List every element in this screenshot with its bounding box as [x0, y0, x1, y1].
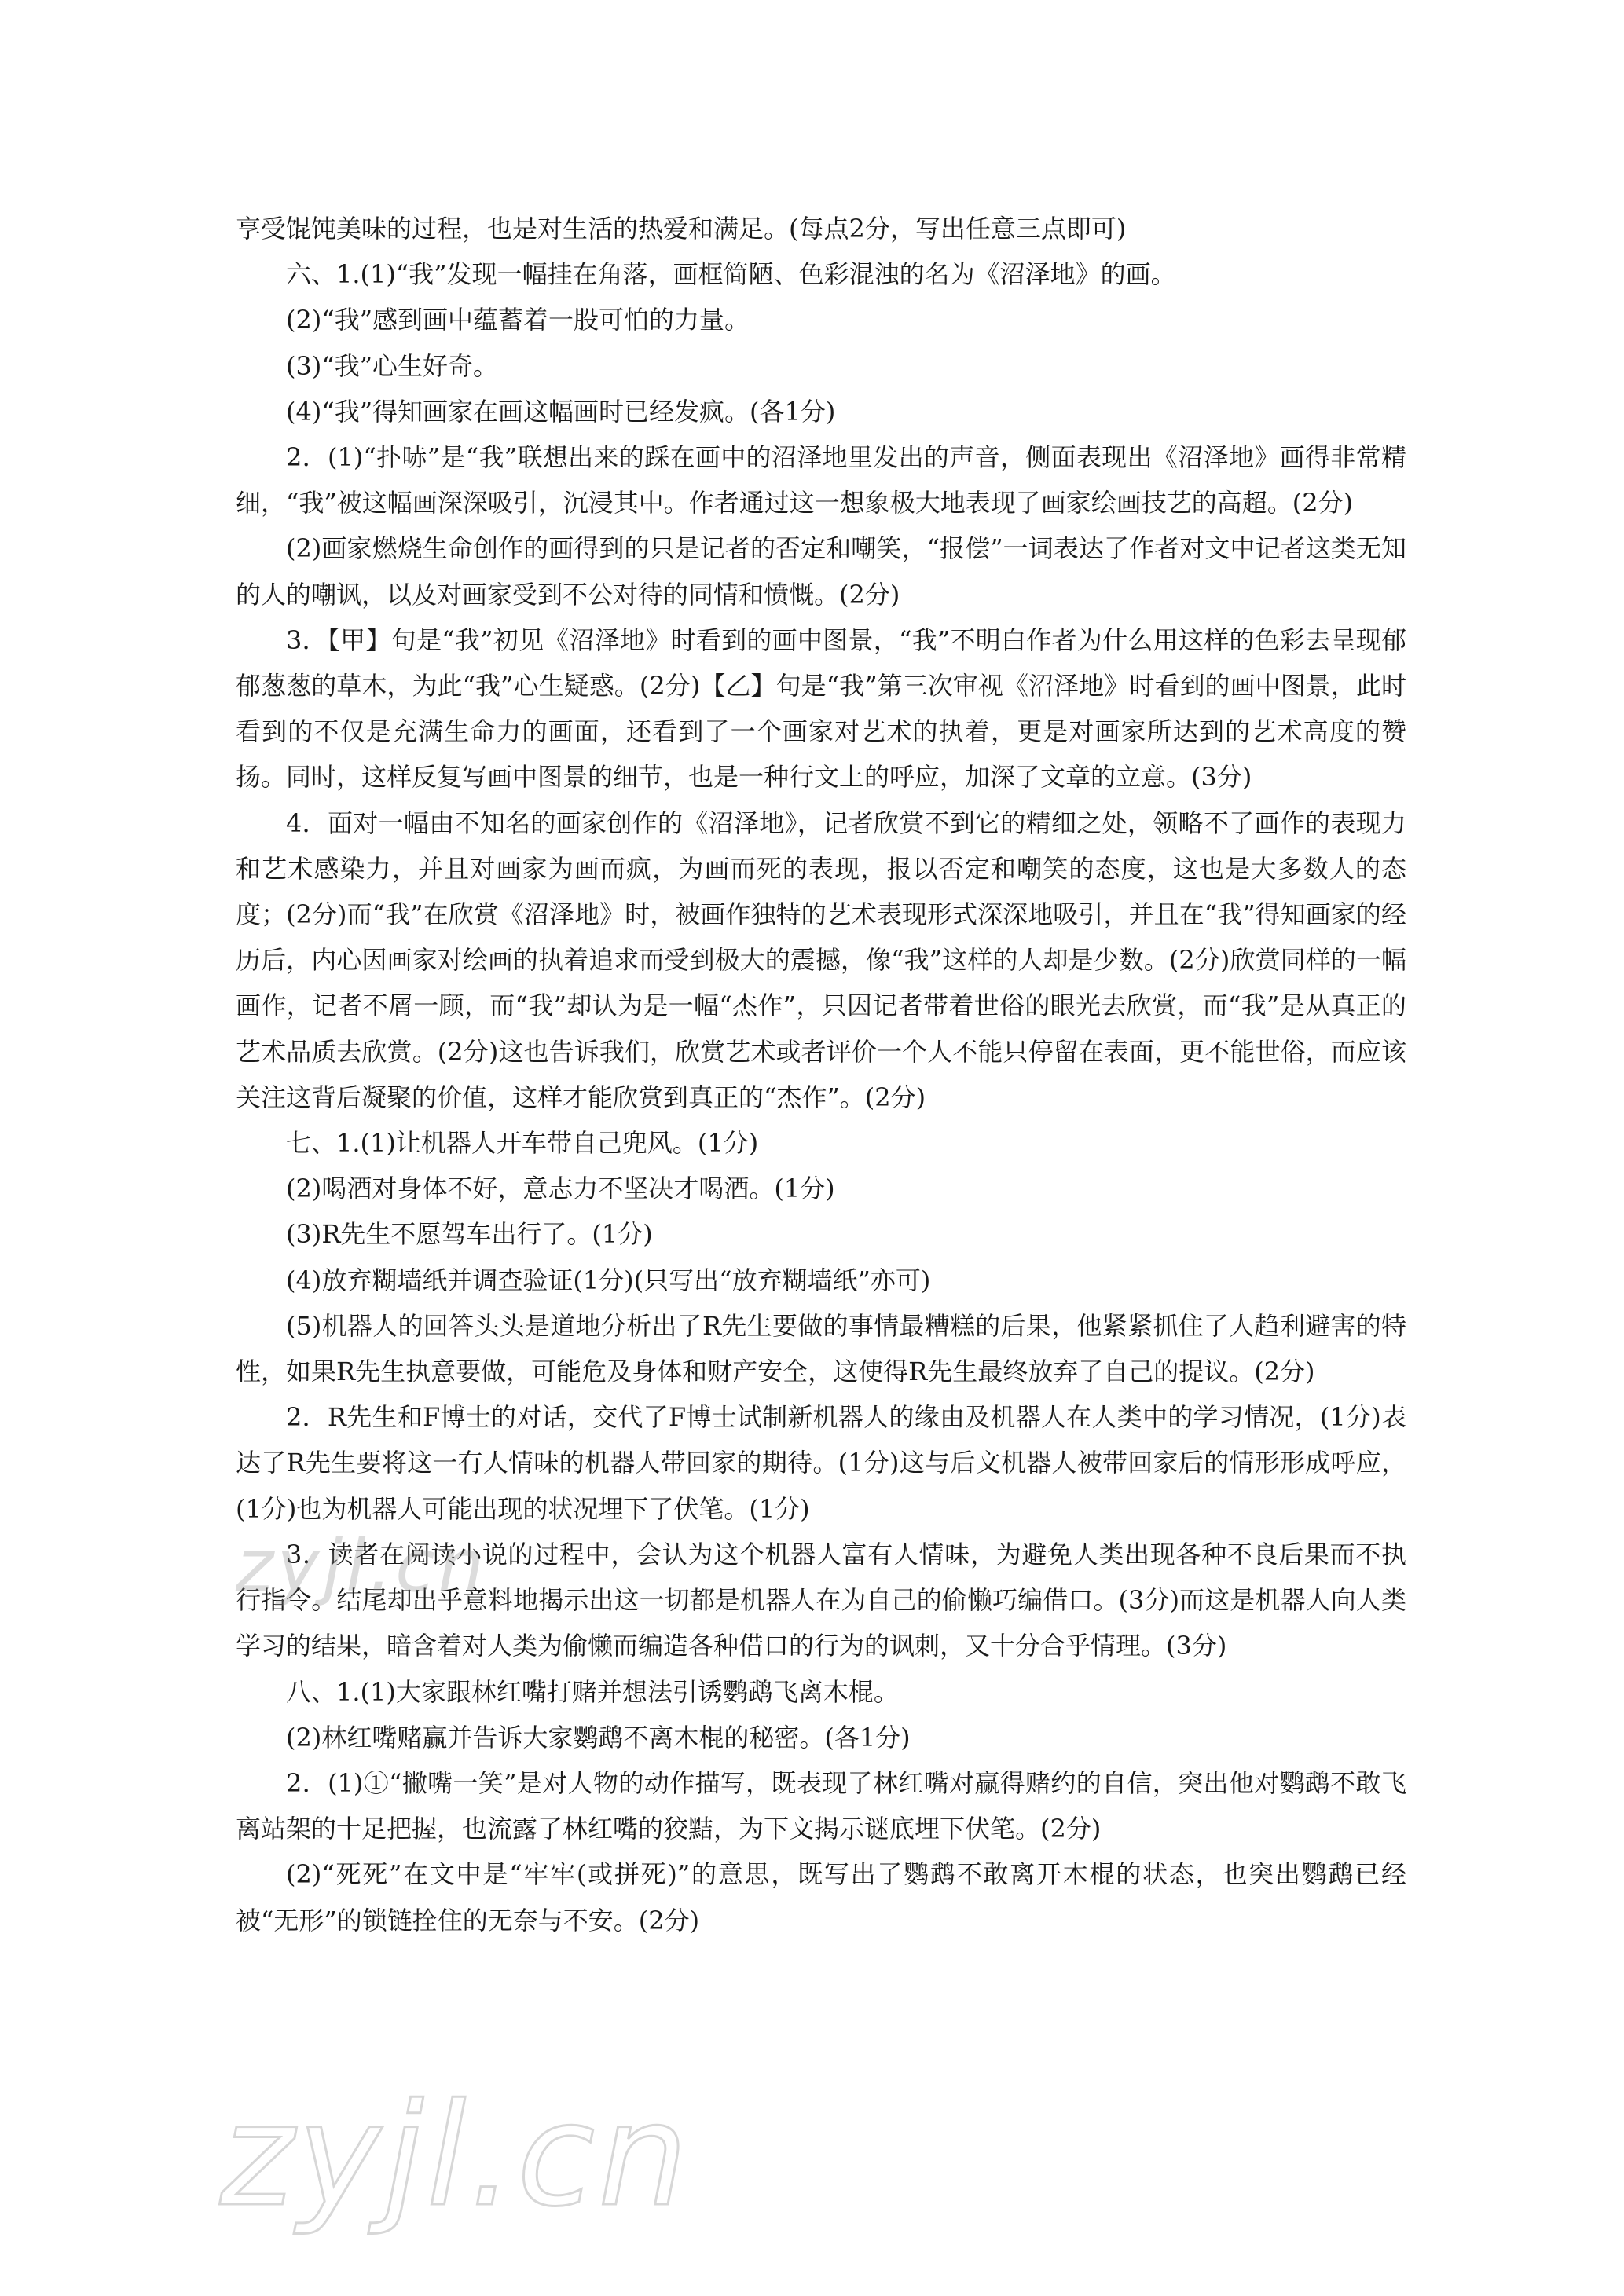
answer-paragraph: (5)机器人的回答头头是道地分析出了R先生要做的事情最糟糕的后果，他紧紧抓住了人趋利避害的特性，如果R先生执意要做，可能危及身体和财产安全，这使得R先生最终放弃了自己的提议。(2分)	[236, 1310, 1406, 1387]
answer-paragraph: 4．面对一幅由不知名的画家创作的《沼泽地》，记者欣赏不到它的精细之处，领略不了画作的表现力和艺术感染力，并且对画家为画而疯，为画而死的表现，报以否定和嘲笑的态度，这也是大多数人的态度；(2分)而“我”在欣赏《沼泽地》时，被画作独特的艺术表现形式深深地吸引，并且在“我”得知画家的经历后，内心因画家对绘画的执着追求而受到极大的震撼，像“我”这样的人却是少数。(2分)欣赏同样的一幅画作，记者不屑一顾，而“我”却认为是一幅“杰作”，只因记者带着世俗的眼光去欣赏，而“我”是从真正的艺术品质去欣赏。(2分)这也告诉我们，欣赏艺术或者评价一个人不能只停留在表面，更不能世俗，而应该关注这背后凝聚的价值，这样才能欣赏到真正的“杰作”。(2分)	[236, 807, 1406, 1112]
answer-paragraph: (4)放弃糊墙纸并调查验证(1分)(只写出“放弃糊墙纸”亦可)	[286, 1265, 931, 1295]
answer-paragraph: (2)林红嘴赌赢并告诉大家鹦鹉不离木棍的秘密。(各1分)	[286, 1722, 911, 1752]
answer-paragraph: 享受馄饨美味的过程，也是对生活的热爱和满足。(每点2分，写出任意三点即可)	[236, 214, 1127, 244]
answer-paragraph: (3)“我”心生好奇。	[286, 350, 499, 381]
answer-paragraph: (4)“我”得知画家在画这幅画时已经发疯。(各1分)	[286, 396, 836, 427]
answer-paragraph: 八、1.(1)大家跟林红嘴打赌并想法引诱鹦鹉飞离木棍。	[286, 1676, 899, 1707]
answer-paragraph: 2．R先生和F博士的对话，交代了F博士试制新机器人的缘由及机器人在人类中的学习情况，(1分)表达了R先生要将这一有人情味的机器人带回家的期待。(1分)这与后文机器人被带回家后的情形形成呼应，(1分)也为机器人可能出现的状况埋下了伏笔。(1分)	[236, 1402, 1406, 1524]
answer-text-body	[236, 206, 1406, 1943]
answer-paragraph: (2)“死死”在文中是“牢牢(或拼死)”的意思，既写出了鹦鹉不敢离开木棍的状态，也突出鹦鹉已经被“无形”的锁链拴住的无奈与不安。(2分)	[236, 1859, 1406, 1935]
answer-paragraph: (2)“我”感到画中蕴蓄着一股可怕的力量。	[286, 305, 750, 335]
answer-paragraph: 3．【甲】句是“我”初见《沼泽地》时看到的画中图景，“我”不明白作者为什么用这样的色彩去呈现郁郁葱葱的草木，为此“我”心生疑惑。(2分)【乙】句是“我”第三次审视《沼泽地》时看到的画中图景，此时看到的不仅是充满生命力的画面，还看到了一个画家对艺术的执着，更是对画家所达到的艺术高度的赞扬。同时，这样反复写画中图景的细节，也是一种行文上的呼应，加深了文章的立意。(3分)	[236, 624, 1406, 793]
answer-paragraph: 七、1.(1)让机器人开车带自己兜风。(1分)	[286, 1128, 759, 1159]
watermark-middle: zyjl.cn	[236, 1524, 487, 1608]
answer-paragraph: 2．(1)“扑哧”是“我”联想出来的踩在画中的沼泽地里发出的声音，侧面表现出《沼泽地》画得非常精细，“我”被这幅画深深吸引，沉浸其中。作者通过这一想象极大地表现了画家绘画技艺的高超。(2分)	[236, 442, 1406, 518]
answer-paragraph: (2)喝酒对身体不好，意志力不坚决才喝酒。(1分)	[286, 1174, 835, 1204]
answer-paragraph: (2)画家燃烧生命创作的画得到的只是记者的否定和嘲笑，“报偿”一词表达了作者对文中记者这类无知的人的嘲讽，以及对画家受到不公对待的同情和愤慨。(2分)	[236, 533, 1406, 610]
answer-paragraph: (3)R先生不愿驾车出行了。(1分)	[286, 1219, 653, 1250]
answer-paragraph: 2．(1)①“撇嘴一笑”是对人物的动作描写，既表现了林红嘴对赢得赌约的自信，突出他对鹦鹉不敢飞离站架的十足把握，也流露了林红嘴的狡黠，为下文揭示谜底埋下伏笔。(2分)	[236, 1767, 1406, 1844]
watermark-bottom: zyjl.cn	[220, 2074, 691, 2238]
answer-paragraph: 六、1.(1)“我”发现一幅挂在角落，画框简陋、色彩混浊的名为《沼泽地》的画。	[286, 259, 1176, 290]
answer-paragraph: 3．读者在阅读小说的过程中，会认为这个机器人富有人情味，为避免人类出现各种不良后果而不执行指令。结尾却出乎意料地揭示出这一切都是机器人在为自己的偷懒巧编借口。(3分)而这是机器人向人类学习的结果，暗含着对人类为偷懒而编造各种借口的行为的讽刺，又十分合乎情理。(3分)	[236, 1539, 1406, 1661]
